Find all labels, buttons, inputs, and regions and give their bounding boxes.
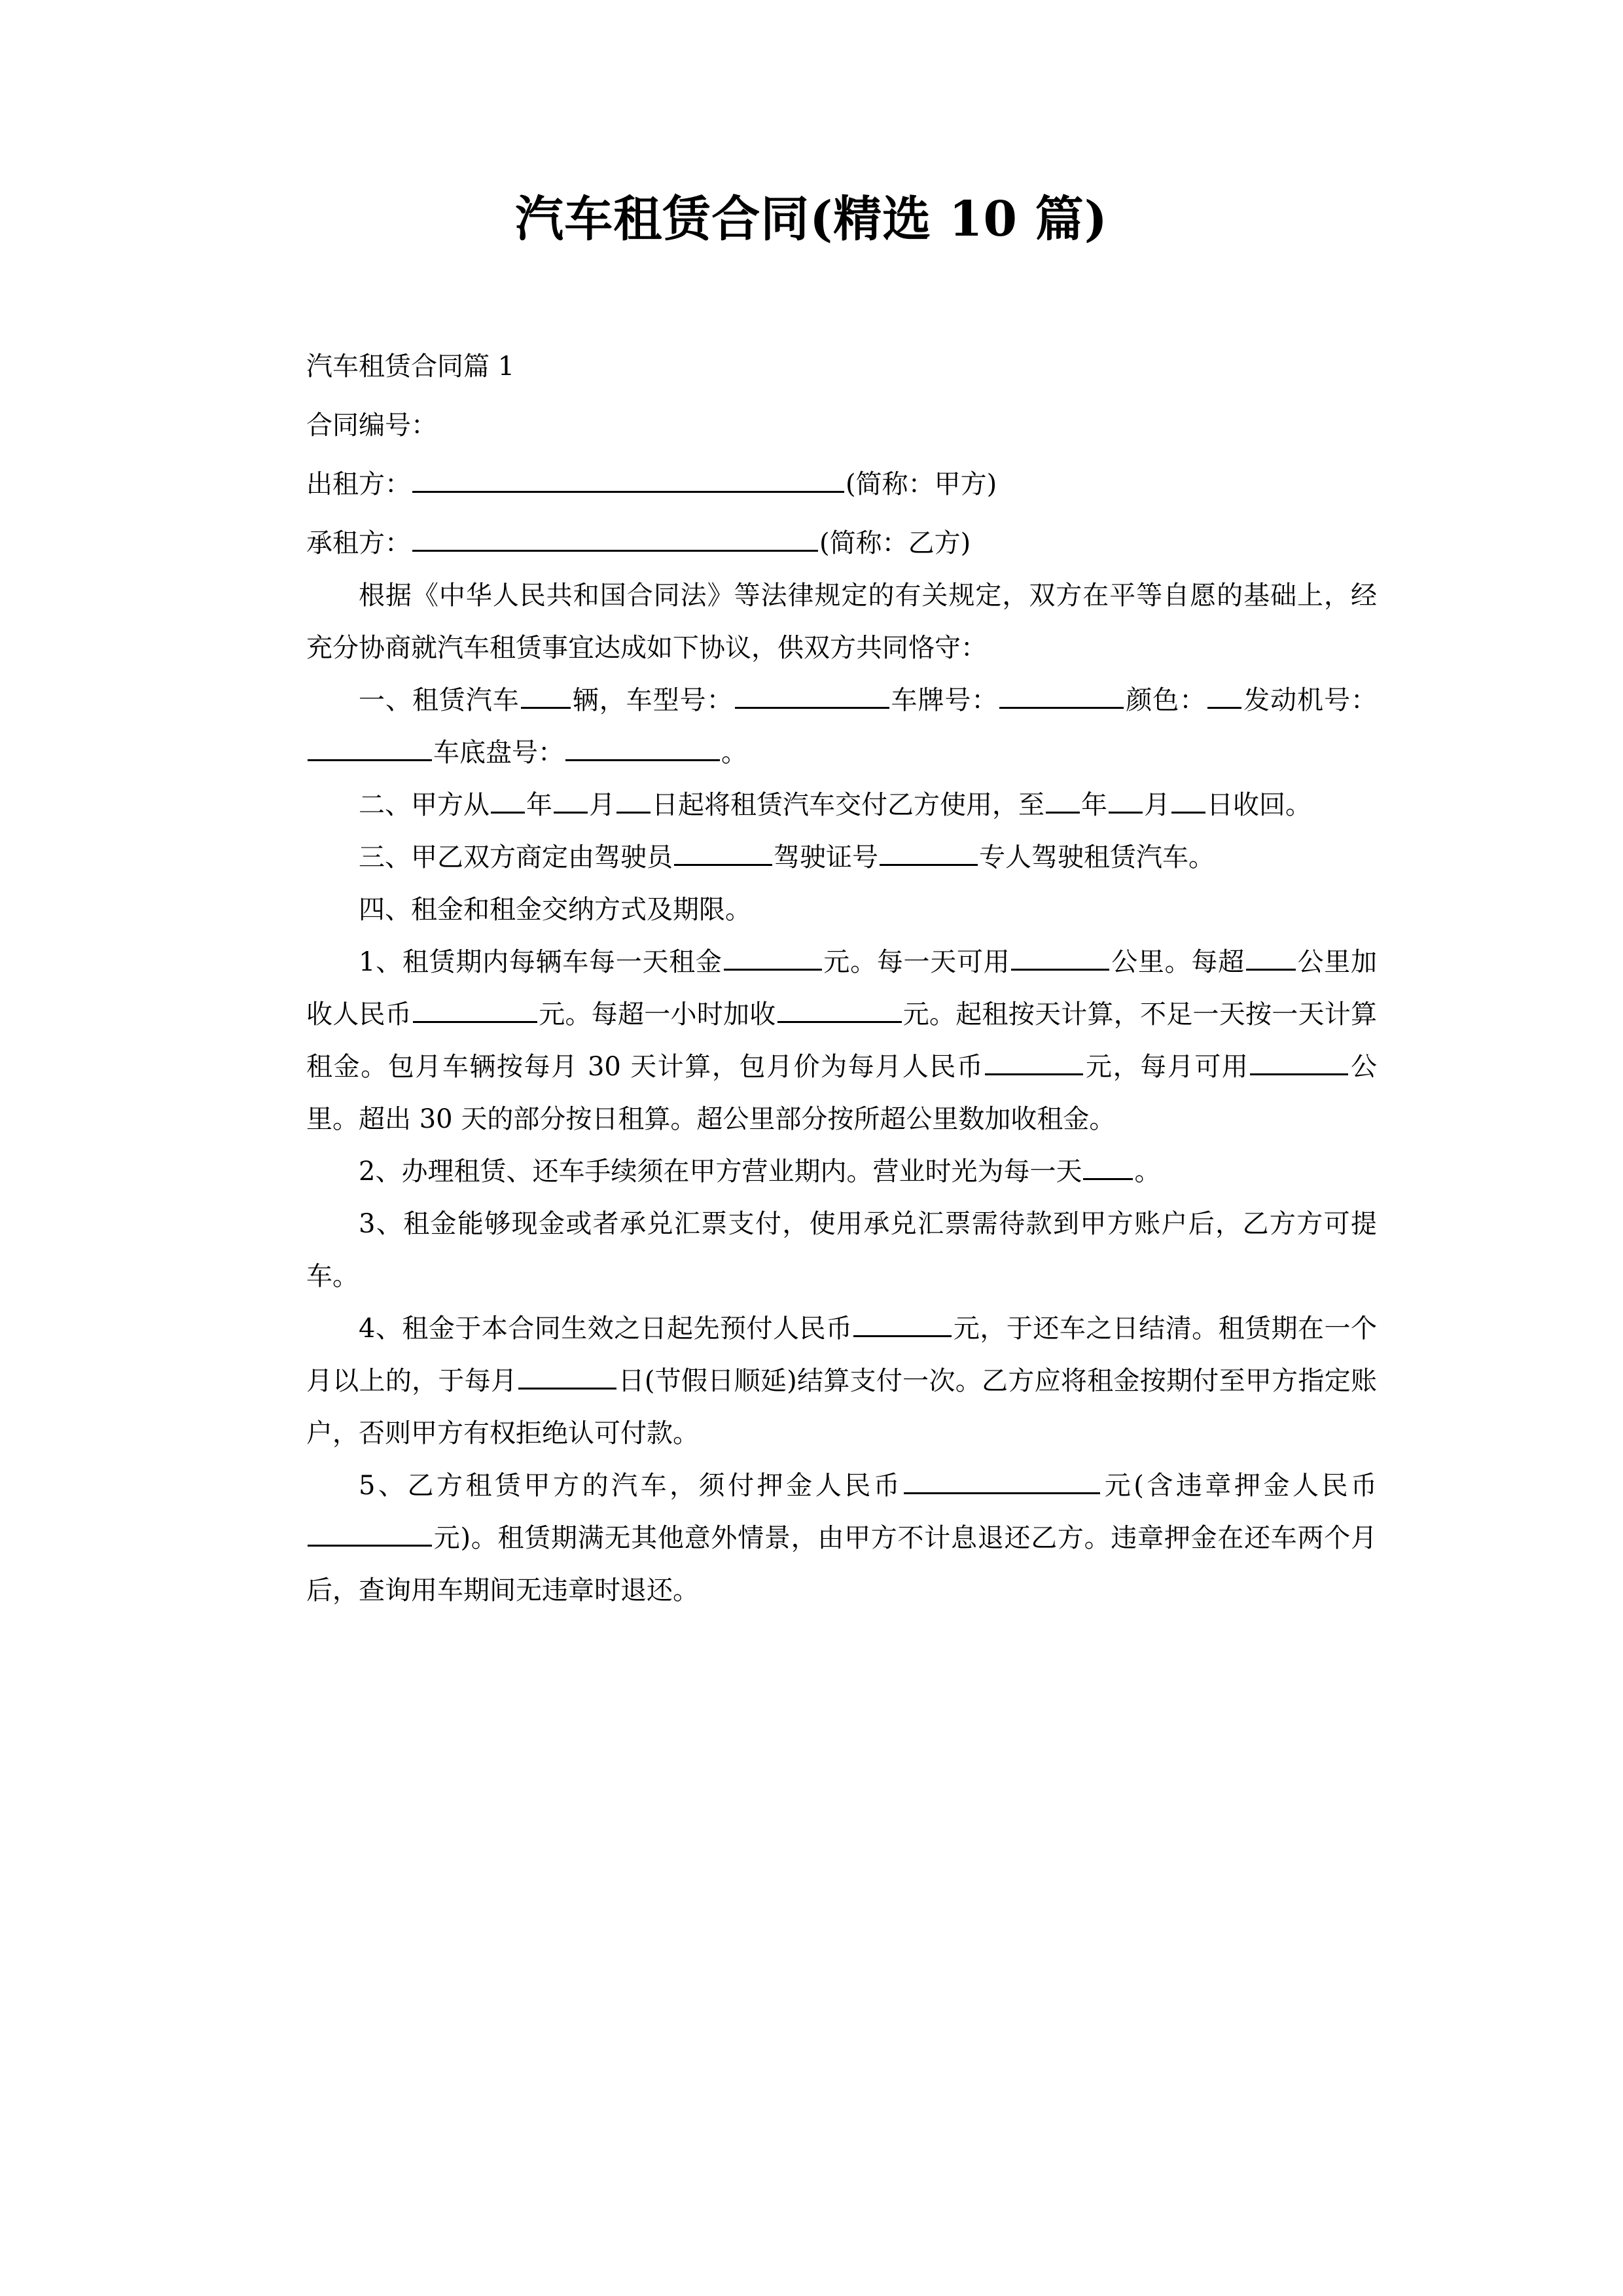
- clause-4: [306, 884, 1377, 936]
- subclause-4-text-c: 日(节假日顺延)结算支付一次。乙方应将租金按期付至甲方指定账户，否则甲方有权拒绝认可付款。: [306, 1366, 1378, 1448]
- page-title: 汽车租赁合同(精选 10 篇): [515, 191, 1108, 247]
- clause-2-text-f: 月: [1144, 790, 1170, 820]
- subclause-2: [306, 1145, 1377, 1198]
- lessee-name-blank[interactable]: [412, 522, 818, 552]
- subclause-3-text: 租金能够现金或者承兑汇票支付，使用承兑汇票需待款到甲方账户后，乙方方可提车。: [306, 1209, 1378, 1291]
- section-heading: 汽车租赁合同篇 1: [306, 351, 515, 382]
- subclause-1-text-a: 租赁期内每辆车每一天租金: [402, 947, 722, 977]
- subclause-2-hours-blank[interactable]: [1083, 1151, 1133, 1180]
- clause-1-text-a: 租赁汽车: [412, 685, 520, 715]
- subclause-1-daily-rent-blank[interactable]: [724, 941, 822, 971]
- subclause-1-number: 1、: [359, 947, 402, 977]
- subclause-1-monthly-km-blank[interactable]: [1250, 1046, 1348, 1075]
- clause-1-text-e: 发动机号：: [1243, 685, 1378, 715]
- clause-3-text-b: 驾驶证号: [774, 842, 878, 872]
- clause-3-license-blank[interactable]: [880, 836, 978, 866]
- subclause-1-text-f: 元。起租按天计算，不足一天按一天计算租金。包月车辆按每月 30 天计算，包月价为每月人民币: [306, 999, 1377, 1082]
- clause-2-end-month-blank[interactable]: [1109, 784, 1143, 814]
- subclause-1-excess-fee-blank[interactable]: [413, 994, 537, 1023]
- clause-2-text-g: 日收回。: [1207, 790, 1311, 820]
- spacer: [306, 393, 1377, 399]
- clause-2-text-d: 日起将租赁汽车交付乙方使用，至: [652, 790, 1044, 820]
- contract-number-label: 合同编号：: [306, 410, 437, 440]
- clause-1-text-b: 辆，车型号：: [571, 685, 734, 715]
- preamble-paragraph: 根据《中华人民共和国合同法》等法律规定的有关规定，双方在平等自愿的基础上，经充分协商就汽车租赁事宜达成如下协议，供双方共同恪守：: [306, 581, 1377, 663]
- subclause-5-text-b: 元(含违章押金人民币: [1101, 1471, 1378, 1501]
- clause-1-number: 一、: [359, 685, 412, 715]
- clause-3-text-c: 专人驾驶租赁汽车。: [979, 842, 1215, 872]
- clause-1-engine-blank[interactable]: [308, 732, 432, 761]
- clause-2: [306, 779, 1377, 831]
- subclause-3-number: 3、: [359, 1209, 404, 1239]
- subclause-1-text-g: 元，每月可用: [1084, 1052, 1249, 1082]
- lessee-label: 承租方：: [306, 528, 411, 558]
- clause-2-number: 二、: [359, 790, 411, 820]
- clause-2-text-c: 月: [589, 790, 615, 820]
- subclause-1-monthly-rent-blank[interactable]: [985, 1046, 1083, 1075]
- clause-3-driver-blank[interactable]: [674, 836, 772, 866]
- subclause-1-text-h: 公里。超出 30 天的部分按日租算。超公里部分按所超公里数加收租金。: [306, 1052, 1378, 1134]
- subclause-5-violation-deposit-blank[interactable]: [308, 1517, 432, 1547]
- clause-2-text-b: 年: [526, 790, 552, 820]
- subclause-1-excess-km-blank[interactable]: [1246, 941, 1296, 971]
- subclause-1-text-b: 元。每一天可用: [823, 947, 1010, 977]
- subclause-4-prepay-blank[interactable]: [853, 1308, 952, 1337]
- clause-1-chassis-blank[interactable]: [565, 732, 720, 761]
- clause-4-number: 四、: [359, 895, 411, 925]
- subclause-4-settle-day-blank[interactable]: [518, 1360, 616, 1390]
- clause-2-text-e: 年: [1081, 790, 1107, 820]
- clause-2-start-day-blank[interactable]: [616, 784, 651, 814]
- lessee-line: [306, 517, 1377, 569]
- clause-1-text-f: 车底盘号：: [433, 738, 564, 768]
- subclause-1-daily-km-blank[interactable]: [1011, 941, 1109, 971]
- clause-1-color-blank[interactable]: [1207, 679, 1241, 709]
- clause-2-start-year-blank[interactable]: [491, 784, 525, 814]
- lessor-label: 出租方：: [306, 469, 411, 499]
- clause-3-number: 三、: [359, 842, 411, 872]
- clause-1-count-blank[interactable]: [521, 679, 571, 709]
- subclause-4: [306, 1302, 1377, 1460]
- clause-1-text-g: 。: [721, 738, 747, 768]
- clause-2-start-month-blank[interactable]: [554, 784, 588, 814]
- clause-3-text-a: 甲乙双方商定由驾驶员: [411, 842, 673, 872]
- spacer: [306, 452, 1377, 458]
- subclause-1-text-c: 公里。每超: [1111, 947, 1245, 977]
- subclause-1-text-e: 元。每超一小时加收: [539, 999, 776, 1030]
- subclause-5-text-a: 乙方租赁甲方的汽车，须付押金人民币: [407, 1471, 903, 1501]
- subclause-5-deposit-blank[interactable]: [904, 1465, 1100, 1494]
- subclause-5-number: 5、: [359, 1471, 408, 1501]
- subclause-4-text-b: 元，于还车之日结清。租赁期在一个月以上的，于每月: [306, 1314, 1378, 1396]
- clause-1-plate-blank[interactable]: [999, 679, 1124, 709]
- subclause-1-text-d: 公里加收人民币: [306, 947, 1378, 1030]
- clause-1-text-c: 车牌号：: [890, 685, 999, 715]
- subclause-4-text-a: 租金于本合同生效之日起先预付人民币: [402, 1314, 853, 1344]
- lessor-suffix: (简称：甲方): [846, 469, 997, 499]
- clause-2-end-year-blank[interactable]: [1046, 784, 1080, 814]
- clause-1-model-blank[interactable]: [735, 679, 889, 709]
- subclause-3: [306, 1198, 1377, 1302]
- clause-2-text-a: 甲方从: [411, 790, 490, 820]
- subclause-2-number: 2、: [359, 1157, 402, 1187]
- clause-2-end-day-blank[interactable]: [1171, 784, 1205, 814]
- subclause-1: [306, 936, 1377, 1145]
- subclause-2-text-b: 。: [1134, 1157, 1161, 1187]
- lessor-line: [306, 458, 1377, 511]
- clause-1-text-d: 颜色：: [1125, 685, 1207, 715]
- clause-1: [306, 674, 1377, 779]
- subclause-4-number: 4、: [359, 1314, 402, 1344]
- subclause-1-hourly-fee-blank[interactable]: [777, 994, 902, 1023]
- subclause-5: [306, 1460, 1377, 1617]
- subclause-5-text-c: 元)。租赁期满无其他意外情景，由甲方不计息退还乙方。违章押金在还车两个月后，查询用车期间无违章时退还。: [306, 1523, 1377, 1605]
- clause-4-text: 租金和租金交纳方式及期限。: [411, 895, 751, 925]
- spacer: [306, 511, 1377, 517]
- lessee-suffix: (简称：乙方): [819, 528, 971, 558]
- document-body: [306, 340, 1377, 1617]
- clause-3: [306, 831, 1377, 884]
- subclause-2-text-a: 办理租赁、还车手续须在甲方营业期内。营业时光为每一天: [401, 1157, 1082, 1187]
- lessor-name-blank[interactable]: [412, 463, 844, 493]
